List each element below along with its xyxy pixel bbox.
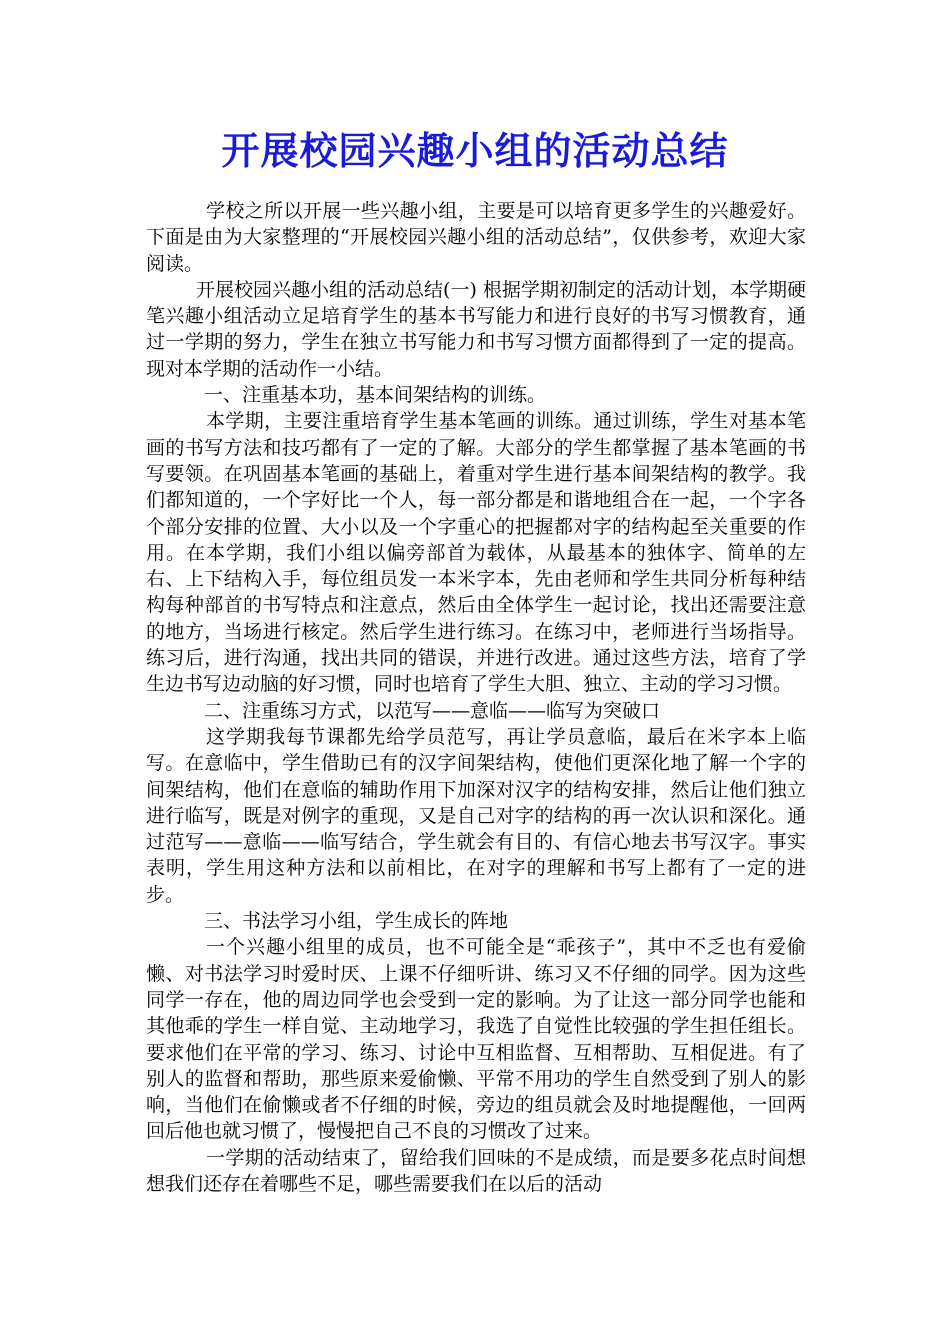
- section-heading-1: 一、注重基本功，基本间架结构的训练。: [204, 384, 547, 407]
- document-body: [146, 198, 806, 1197]
- section-heading-3: 三、书法学习小组，学生成长的阵地: [204, 910, 509, 933]
- summary-paragraph: 开展校园兴趣小组的活动总结(一) 根据学期初制定的活动计划，本学期硬笔兴趣小组活动立足培育学生的基本书写能力和进行良好的书写习惯教育，通过一学期的努力，学生在独立书写能力和书写习惯方面都得到了一定的提高。现对本学期的活动作一小结。: [146, 278, 806, 380]
- section-paragraph-2: 这学期我每节课都先给学员范写，再让学员意临，最后在米字本上临写。在意临中，学生借助已有的汉字间架结构，使他们更深化地了解一个字的间架结构，他们在意临的辅助作用下加深对汉字的结构安排，然后让他们独立进行临写，既是对例字的重现，又是自己对字的结构的再一次认识和深化。通过范写——意临——临写结合，学生就会有目的、有信心地去书写汉字。事实表明，学生用这种方法和以前相比，在对字的理解和书写上都有了一定的进步。: [146, 725, 806, 906]
- section-paragraph-1: 本学期，主要注重培育学生基本笔画的训练。通过训练，学生对基本笔画的书写方法和技巧都有了一定的了解。大部分的学生都掌握了基本笔画的书写要领。在巩固基本笔画的基础上，着重对学生进行基本间架结构的教学。我们都知道的，一个字好比一个人，每一部分都是和谐地组合在一起，一个字各个部分安排的位置、大小以及一个字重心的把握都对字的结构起至关重要的作用。在本学期，我们小组以偏旁部首为载体，从最基本的独体字、简单的左右、上下结构入手，每位组员发一本米字本，先由老师和学生共同分析每种结构每种部首的书写特点和注意点，然后由全体学生一起讨论，找出还需要注意的地方，当场进行核定。然后学生进行练习。在练习中，老师进行当场指导。练习后，进行沟通，找出共同的错误，并进行改进。通过这些方法，培育了学生边书写边动脑的好习惯，同时也培育了学生大胆、独立、主动的学习习惯。: [146, 410, 806, 696]
- closing-paragraph: 一学期的活动结束了，留给我们回味的不是成绩，而是要多花点时间想想我们还存在着哪些不足，哪些需要我们在以后的活动: [146, 1146, 806, 1195]
- section-heading-2: 二、注重练习方式，以范写——意临——临写为突破口: [204, 699, 661, 722]
- document-title: 开展校园兴趣小组的活动总结: [221, 128, 729, 173]
- section-paragraph-3: 一个兴趣小组里的成员，也不可能全是“乖孩子”，其中不乏也有爱偷懒、对书法学习时爱时厌、上课不仔细听讲、练习又不仔细的同学。因为这些同学一存在，他的周边同学也会受到一定的影响。为了让这一部分同学也能和其他乖的学生一样自觉、主动地学习，我选了自觉性比较强的学生担任组长。要求他们在平常的学习、练习、讨论中互相监督、互相帮助、互相促进。有了别人的监督和帮助，那些原来爱偷懒、平常不用功的学生自然受到了别人的影响，当他们在偷懒或者不仔细的时候，旁边的组员就会及时地提醒他，一回两回后他也就习惯了，慢慢把自己不良的习惯改了过来。: [146, 936, 806, 1143]
- intro-paragraph: 学校之所以开展一些兴趣小组，主要是可以培育更多学生的兴趣爱好。下面是由为大家整理的“开展校园兴趣小组的活动总结”，仅供参考，欢迎大家阅读。: [146, 200, 806, 275]
